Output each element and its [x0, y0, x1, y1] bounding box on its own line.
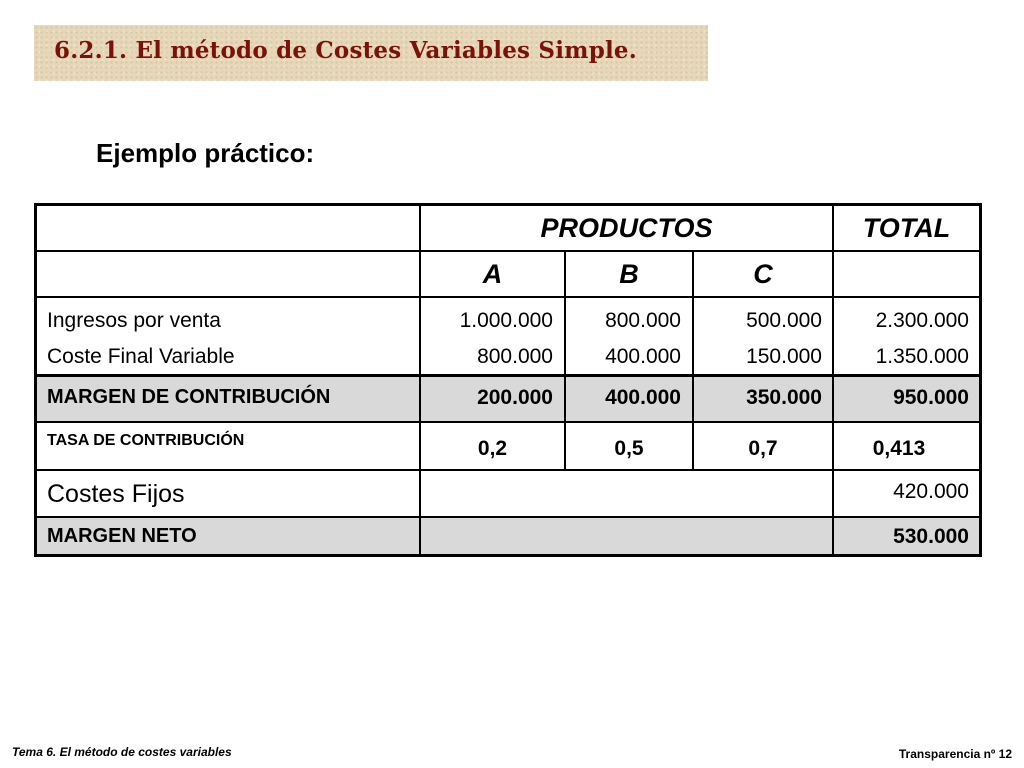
tasa-c: 0,7: [748, 437, 778, 460]
header-productos: PRODUCTOS: [540, 213, 713, 243]
margen-total: 950.000: [893, 386, 969, 409]
neto-label: MARGEN NETO: [47, 525, 197, 547]
margen-c: 350.000: [746, 386, 822, 409]
header-total: TOTAL: [862, 213, 951, 243]
margen-label: MARGEN DE CONTRIBUCIÓN: [47, 386, 331, 408]
coste-label: Coste Final Variable: [47, 345, 235, 368]
tasa-b: 0,5: [614, 437, 644, 460]
coste-total: 1.350.000: [875, 345, 969, 368]
fijos-total: 420.000: [893, 480, 969, 503]
tasa-label: TASA DE CONTRIBUCIÓN: [47, 432, 245, 449]
product-a: A: [482, 259, 503, 289]
row-divider: [419, 250, 979, 252]
row-divider: [37, 516, 979, 518]
margen-b: 400.000: [605, 386, 681, 409]
slide-title: 6.2.1. El método de Costes Variables Simple.: [54, 37, 637, 64]
subtitle: Ejemplo práctico:: [96, 138, 315, 168]
row-divider: [37, 421, 979, 423]
footer-topic: Tema 6. El método de costes variables: [12, 745, 232, 759]
coste-a: 800.000: [477, 345, 553, 368]
tasa-a: 0,2: [477, 437, 508, 460]
product-b: B: [619, 259, 639, 289]
ingresos-b: 800.000: [605, 309, 681, 332]
row-divider: [37, 296, 979, 298]
ingresos-c: 500.000: [746, 309, 822, 332]
ingresos-total: 2.300.000: [875, 309, 969, 332]
tasa-total: 0,413: [872, 437, 926, 460]
coste-b: 400.000: [605, 345, 681, 368]
ingresos-a: 1.000.000: [459, 309, 553, 332]
row-divider: [37, 250, 419, 252]
fijos-label: Costes Fijos: [47, 480, 185, 508]
row-divider: [37, 374, 979, 377]
title-banner: [34, 25, 708, 81]
coste-c: 150.000: [746, 345, 822, 368]
neto-total: 530.000: [893, 525, 969, 548]
row-divider: [37, 469, 979, 471]
margen-a: 200.000: [477, 386, 553, 409]
product-c: C: [753, 259, 773, 289]
ingresos-label: Ingresos por venta: [47, 309, 221, 332]
cost-table: [34, 203, 982, 557]
footer-slide-number: Transparencia nº 12: [898, 747, 1012, 761]
